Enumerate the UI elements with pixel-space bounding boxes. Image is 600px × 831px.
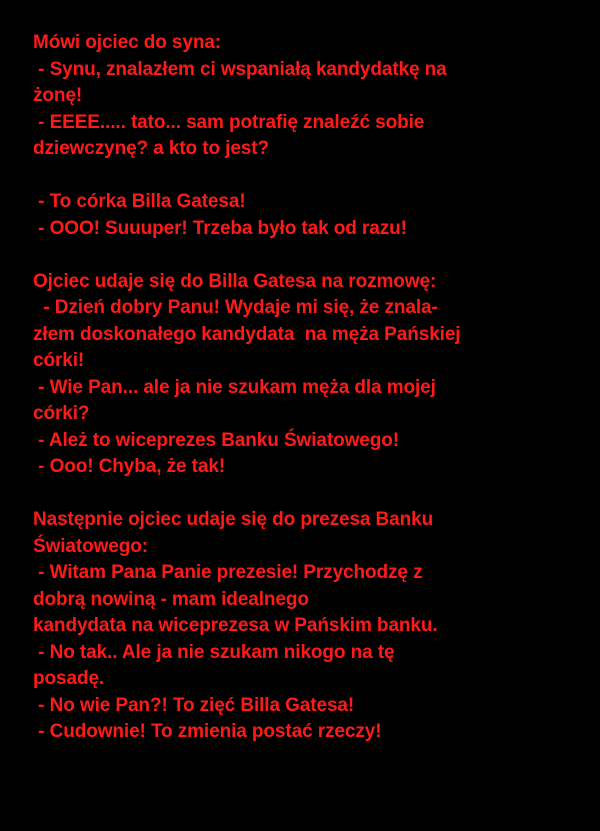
text-line: córki? [33, 403, 90, 424]
text-line: - EEEE..... tato... sam potrafię znaleźć sobie [33, 111, 425, 133]
blank-line [33, 481, 583, 508]
text-line: Ojciec udaje się do Billa Gatesa na rozmowę: [33, 270, 437, 292]
text-line: córki! [33, 350, 85, 371]
blank-line [33, 242, 583, 269]
text-line: kandydata na wiceprezesa w Pańskim banku. [33, 615, 438, 636]
text-line: posadę. [33, 668, 105, 689]
text-line: Światowego: [33, 535, 149, 557]
text-line: - Witam Pana Panie prezesie! Przychodzę z [33, 562, 423, 583]
text-line: - To córka Billa Gatesa! [33, 191, 246, 212]
text-line: - Cudownie! To zmienia postać rzeczy! [33, 721, 382, 742]
text-line: - Wie Pan... ale ja nie szukam męża dla mojej [33, 376, 436, 398]
joke-text [33, 30, 583, 746]
blank-line [33, 163, 583, 190]
text-line: Mówi ojciec do syna: [33, 32, 222, 53]
text-line: - Ależ to wiceprezes Banku Światowego! [33, 429, 399, 451]
text-line: - Ooo! Chyba, że tak! [33, 456, 226, 477]
text-line: złem doskonałego kandydata na męża Pańskiej [33, 323, 461, 345]
text-line: - Dzień dobry Panu! Wydaje mi się, że znala- [33, 297, 438, 318]
text-line: - Synu, znalazłem ci wspaniałą kandydatkę na [33, 58, 447, 80]
text-line: - OOO! Suuuper! Trzeba było tak od razu! [33, 217, 407, 239]
text-line: - No tak.. Ale ja nie szukam nikogo na tę [33, 641, 395, 663]
text-line: - No wie Pan?! To zięć Billa Gatesa! [33, 694, 355, 716]
text-line: dziewczynę? a kto to jest? [33, 138, 270, 159]
text-line: dobrą nowiną - mam idealnego [33, 588, 309, 610]
text-line: żonę! [33, 85, 83, 106]
text-line: Następnie ojciec udaje się do prezesa Banku [33, 509, 434, 530]
